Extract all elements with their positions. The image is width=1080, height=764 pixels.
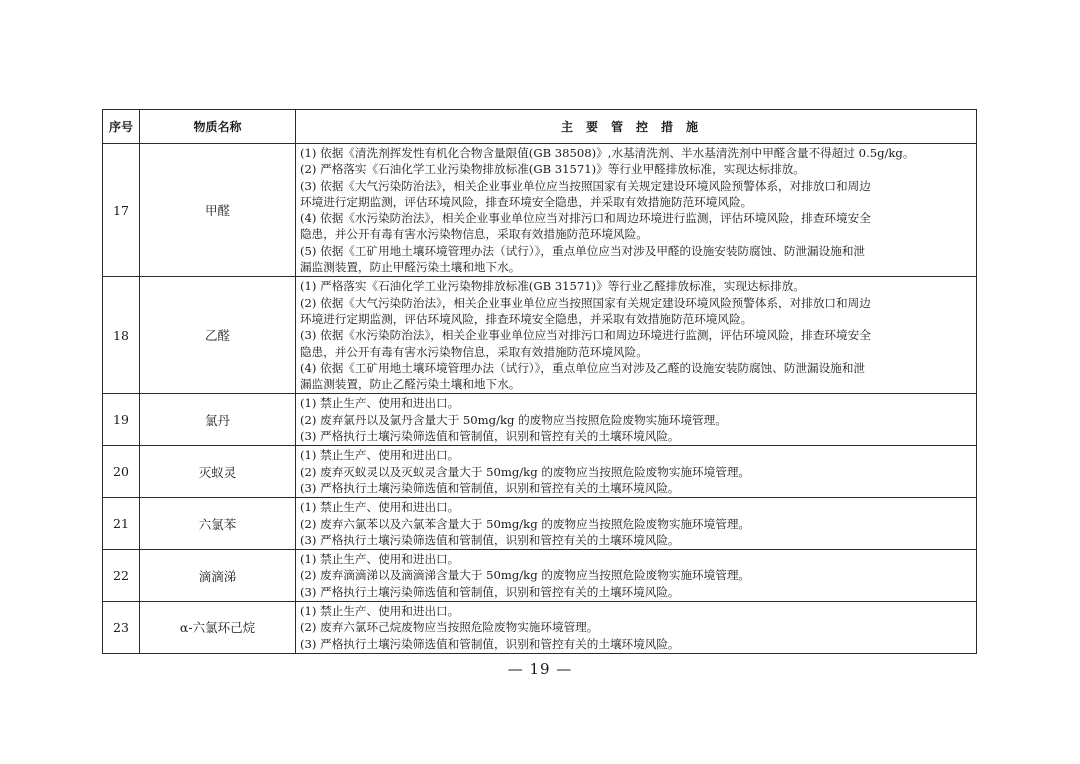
- row-serial-number: 20: [103, 446, 140, 498]
- row-control-measures: [296, 498, 977, 550]
- measure-line: (1) 严格落实《石油化学工业污染物排放标准(GB 31571)》等行业乙醛排放标准，实现达标排放。: [300, 279, 805, 294]
- row-control-measures: [296, 277, 977, 394]
- table-row: [103, 498, 977, 550]
- row-substance-name: 氯丹: [140, 394, 296, 446]
- measure-line: (4) 依据《工矿用地土壤环境管理办法（试行）》，重点单位应当对涉及乙醛的设施安装防腐蚀、防泄漏设施和泄: [300, 360, 866, 375]
- table-body: [103, 144, 977, 654]
- measure-line: (2) 废弃氯丹以及氯丹含量大于 50mg/kg 的废物应当按照危险废物实施环境管理。: [300, 412, 727, 427]
- row-substance-name: 乙醛: [140, 277, 296, 394]
- row-serial-number: 22: [103, 550, 140, 602]
- table-header: [103, 110, 977, 144]
- row-serial-number: 17: [103, 144, 140, 277]
- measure-line: (1) 禁止生产、使用和进出口。: [300, 604, 460, 619]
- row-control-measures: [296, 550, 977, 602]
- row-substance-name: 六氯苯: [140, 498, 296, 550]
- measure-line: 漏监测装置，防止乙醛污染土壤和地下水。: [300, 377, 521, 392]
- measure-line: (2) 废弃六氯苯以及六氯苯含量大于 50mg/kg 的废物应当按照危险废物实施环境管理。: [300, 516, 751, 531]
- measure-line: (2) 依据《大气污染防治法》，相关企业事业单位应当按照国家有关规定建设环境风险预警体系，对排放口和周边: [300, 295, 871, 310]
- measure-line: (3) 严格执行土壤污染筛选值和管制值，识别和管控有关的土壤环境风险。: [300, 429, 680, 444]
- measure-line: (5) 依据《工矿用地土壤环境管理办法（试行）》，重点单位应当对涉及甲醛的设施安装防腐蚀、防泄漏设施和泄: [300, 243, 866, 258]
- measure-line: (2) 废弃滴滴涕以及滴滴涕含量大于 50mg/kg 的废物应当按照危险废物实施环境管理。: [300, 568, 751, 583]
- row-control-measures: [296, 144, 977, 277]
- row-control-measures: [296, 394, 977, 446]
- measure-line: (3) 依据《水污染防治法》，相关企业事业单位应当对排污口和周边环境进行监测，评估环境风险，排查环境安全: [300, 328, 871, 343]
- measure-line: (1) 禁止生产、使用和进出口。: [300, 552, 460, 567]
- row-serial-number: 21: [103, 498, 140, 550]
- page-number: — 19 —: [507, 660, 573, 678]
- measure-line: 漏监测装置，防止甲醛污染土壤和地下水。: [300, 260, 521, 275]
- measure-line: (2) 严格落实《石油化学工业污染物排放标准(GB 31571)》等行业甲醛排放标准，实现达标排放。: [300, 162, 805, 177]
- measure-line: (2) 废弃灭蚁灵以及灭蚁灵含量大于 50mg/kg 的废物应当按照危险废物实施环境管理。: [300, 464, 751, 479]
- control-measures-table: [102, 109, 977, 654]
- measure-line: 隐患，并公开有毒有害水污染物信息，采取有效措施防范环境风险。: [300, 227, 648, 242]
- measure-line: (1) 禁止生产、使用和进出口。: [300, 448, 460, 463]
- measure-line: (3) 严格执行土壤污染筛选值和管制值，识别和管控有关的土壤环境风险。: [300, 480, 680, 495]
- row-serial-number: 23: [103, 602, 140, 654]
- table-row: [103, 446, 977, 498]
- measure-line: (3) 严格执行土壤污染筛选值和管制值，识别和管控有关的土壤环境风险。: [300, 636, 680, 651]
- measure-line: 环境进行定期监测，评估环境风险，排查环境安全隐患，并采取有效措施防范环境风险。: [300, 311, 753, 326]
- header-serial-number: 序号: [103, 110, 140, 144]
- measure-line: (3) 严格执行土壤污染筛选值和管制值，识别和管控有关的土壤环境风险。: [300, 532, 680, 547]
- row-substance-name: 灭蚁灵: [140, 446, 296, 498]
- measure-line: 隐患，并公开有毒有害水污染物信息，采取有效措施防范环境风险。: [300, 344, 648, 359]
- measure-line: (1) 依据《清洗剂挥发性有机化合物含量限值(GB 38508)》,水基清洗剂、半水基清洗剂中甲醛含量不得超过 0.5g/kg。: [300, 146, 915, 160]
- table-row: [103, 277, 977, 394]
- measure-line: (3) 严格执行土壤污染筛选值和管制值，识别和管控有关的土壤环境风险。: [300, 584, 680, 599]
- measure-line: (4) 依据《水污染防治法》，相关企业事业单位应当对排污口和周边环境进行监测，评估环境风险，排查环境安全: [300, 211, 871, 226]
- row-substance-name: α-六氯环己烷: [140, 602, 296, 654]
- measure-line: (1) 禁止生产、使用和进出口。: [300, 396, 460, 411]
- table-row: [103, 550, 977, 602]
- row-control-measures: [296, 602, 977, 654]
- table-row: [103, 602, 977, 654]
- header-substance-name: 物质名称: [140, 110, 296, 144]
- table-row: [103, 144, 977, 277]
- measure-line: (1) 禁止生产、使用和进出口。: [300, 500, 460, 515]
- row-substance-name: 甲醛: [140, 144, 296, 277]
- measure-line: (3) 依据《大气污染防治法》，相关企业事业单位应当按照国家有关规定建设环境风险预警体系，对排放口和周边: [300, 178, 871, 193]
- table-row: [103, 394, 977, 446]
- row-serial-number: 19: [103, 394, 140, 446]
- measure-line: (2) 废弃六氯环己烷废物应当按照危险废物实施环境管理。: [300, 620, 599, 635]
- row-serial-number: 18: [103, 277, 140, 394]
- header-control-measures: 主要管控措施: [296, 110, 977, 144]
- measure-line: 环境进行定期监测，评估环境风险，排查环境安全隐患，并采取有效措施防范环境风险。: [300, 194, 753, 209]
- row-control-measures: [296, 446, 977, 498]
- row-substance-name: 滴滴涕: [140, 550, 296, 602]
